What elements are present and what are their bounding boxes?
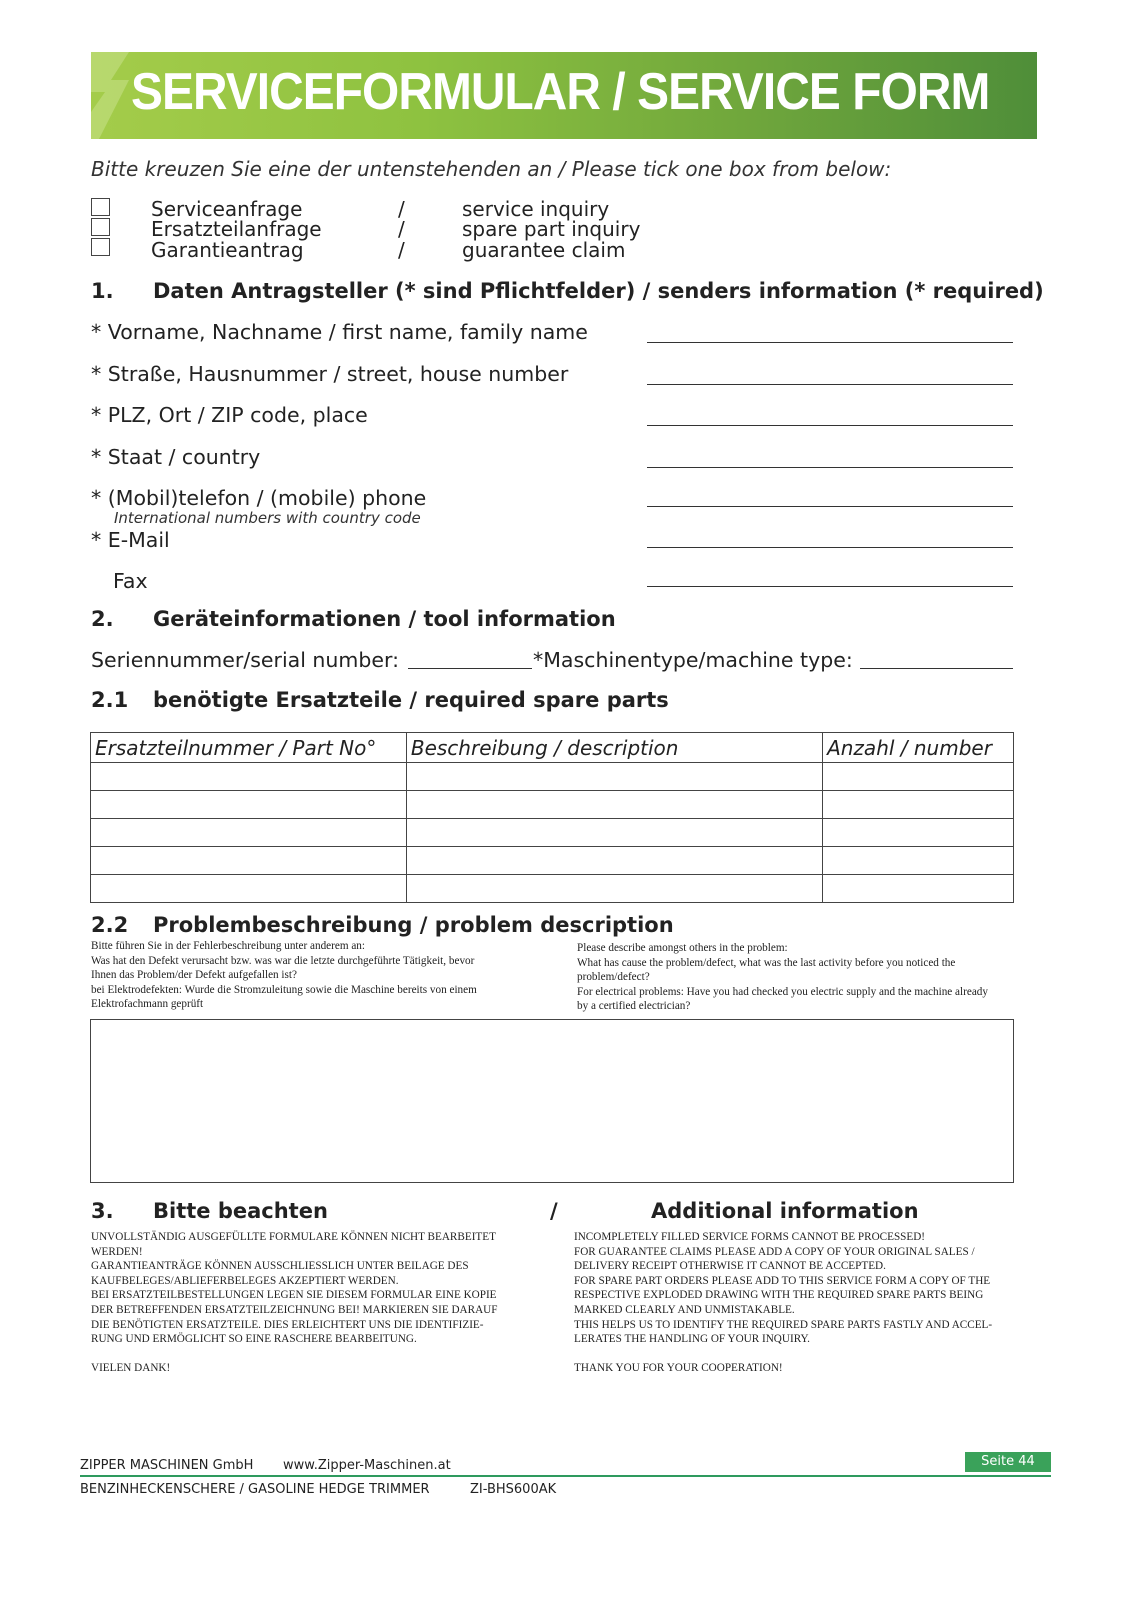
table-row	[91, 791, 1014, 819]
notes-de	[91, 1230, 551, 1376]
instruction-line: problem/defect?	[577, 971, 650, 984]
guarantee-claim-checkbox[interactable]	[91, 238, 110, 256]
table-row	[91, 819, 1014, 847]
email-input-line[interactable]	[647, 547, 1013, 548]
option-de-label: Ersatzteilanfrage	[151, 217, 322, 241]
note-line: RESPECTIVE EXPLODED DRAWING WITH THE REQUIRED SPARE PARTS BEING	[574, 1289, 984, 1302]
footer-website-link[interactable]: www.Zipper-Maschinen.at	[283, 1458, 451, 1473]
email-label: * E-Mail	[91, 528, 170, 552]
instruction-line: Was hat den Defekt verursacht bzw. was war die letzte durchgeführte Tätigkeit, bevor	[91, 954, 475, 967]
footer-product: BENZINHECKENSCHERE / GASOLINE HEDGE TRIMMER	[80, 1482, 430, 1497]
notes-en	[574, 1230, 1024, 1376]
section-2-2-title: Problembeschreibung / problem description	[153, 913, 674, 937]
section-3-separator: /	[550, 1199, 558, 1223]
column-header: Anzahl / number	[823, 733, 1014, 763]
instruction-line: Ihnen das Problem/der Defekt aufgefallen ist?	[91, 969, 297, 982]
section-1-number: 1.	[91, 279, 114, 303]
note-line: DER BETREFFENDEN ERSATZTEILZEICHNUNG BEI! MARKIEREN SIE DARAUF	[91, 1303, 498, 1316]
country-label: * Staat / country	[91, 445, 261, 469]
description-cell[interactable]	[406, 763, 822, 791]
part-number-cell[interactable]	[91, 791, 407, 819]
instruction-line: by a certified electrician?	[577, 1000, 691, 1013]
option-separator: /	[398, 217, 405, 241]
option-en-label: spare part inquiry	[462, 217, 641, 241]
instruction-line: Bitte führen Sie in der Fehlerbeschreibung unter anderem an:	[91, 940, 366, 952]
note-line: VIELEN DANK!	[91, 1362, 171, 1375]
fax-label: Fax	[113, 569, 148, 593]
section-2-1-title: benötigte Ersatzteile / required spare parts	[153, 688, 669, 712]
note-line: WERDEN!	[91, 1245, 143, 1258]
column-header: Ersatzteilnummer / Part No°	[91, 733, 407, 763]
note-line: KAUFBELEGES/ABLIEFERBELEGES AKZEPTIERT WERDEN.	[91, 1274, 399, 1287]
quantity-cell[interactable]	[823, 875, 1014, 903]
footer-model: ZI-BHS600AK	[470, 1482, 557, 1497]
street-label: * Straße, Hausnummer / street, house number	[91, 362, 569, 386]
note-line: THIS HELPS US TO IDENTIFY THE REQUIRED SPARE PARTS FASTLY AND ACCEL-	[574, 1318, 993, 1331]
instruction-line: For electrical problems: Have you had checked you electric supply and the machine already	[577, 985, 988, 998]
note-line: LERATES THE HANDLING OF YOUR INQUIRY.	[574, 1333, 810, 1346]
option-en-label: service inquiry	[462, 197, 610, 221]
note-line: FOR GUARANTEE CLAIMS PLEASE ADD A COPY OF YOUR ORIGINAL SALES /	[574, 1245, 975, 1258]
phone-input-line[interactable]	[647, 506, 1013, 507]
option-en-label: guarantee claim	[462, 238, 626, 262]
option-separator: /	[398, 197, 405, 221]
form-title: SERVICEFORMULAR / SERVICE FORM	[131, 63, 990, 121]
part-number-cell[interactable]	[91, 763, 407, 791]
name-label: * Vorname, Nachname / first name, family name	[91, 320, 588, 344]
note-line: GARANTIEANTRÄGE KÖNNEN AUSSCHLIESSLICH UNTER BEILAGE DES	[91, 1260, 469, 1273]
country-input-line[interactable]	[647, 467, 1013, 468]
section-2-title: Geräteinformationen / tool information	[153, 607, 616, 631]
note-line: DIE BENÖTIGTEN ERSATZTEILE. DIES ERLEICHTERT UNS DIE IDENTIFIZIE-	[91, 1318, 484, 1331]
header-banner	[91, 52, 1037, 139]
machine-type-label: *Maschinentype/machine type:	[533, 648, 853, 672]
spare-part-inquiry-checkbox[interactable]	[91, 218, 110, 236]
serial-number-input-line[interactable]	[408, 668, 532, 669]
zip-place-input-line[interactable]	[647, 425, 1013, 426]
note-line: RUNG UND ERMÖGLICHT SO EINE RASCHERE BEARBEITUNG.	[91, 1333, 417, 1346]
note-line: FOR SPARE PART ORDERS PLEASE ADD TO THIS SERVICE FORM A COPY OF THE	[574, 1274, 991, 1287]
problem-description-box[interactable]	[90, 1019, 1014, 1183]
service-inquiry-checkbox[interactable]	[91, 198, 110, 216]
quantity-cell[interactable]	[823, 763, 1014, 791]
instruction-line: Please describe amongst others in the problem:	[577, 942, 788, 954]
machine-type-input-line[interactable]	[860, 668, 1013, 669]
option-de-label: Serviceanfrage	[151, 197, 303, 221]
zip-place-label: * PLZ, Ort / ZIP code, place	[91, 403, 368, 427]
page-number-badge: Seite 44	[965, 1452, 1051, 1472]
part-number-cell[interactable]	[91, 847, 407, 875]
table-row	[91, 763, 1014, 791]
section-2-1-number: 2.1	[91, 688, 129, 712]
section-3-number: 3.	[91, 1199, 114, 1223]
section-2-2-number: 2.2	[91, 913, 129, 937]
quantity-cell[interactable]	[823, 819, 1014, 847]
problem-instructions-en	[577, 941, 1025, 1014]
description-cell[interactable]	[406, 791, 822, 819]
section-2-number: 2.	[91, 607, 114, 631]
note-line: DELIVERY RECEIPT OTHERWISE IT CANNOT BE ACCEPTED.	[574, 1260, 886, 1273]
part-number-cell[interactable]	[91, 875, 407, 903]
spare-parts-table	[90, 732, 1014, 903]
zipper-logo-icon	[91, 52, 129, 139]
problem-instructions-de	[91, 939, 551, 1012]
note-line: INCOMPLETELY FILLED SERVICE FORMS CANNOT BE PROCESSED!	[574, 1231, 926, 1243]
option-de-label: Garantieantrag	[151, 238, 304, 262]
instruction-text: Bitte kreuzen Sie eine der untenstehenden an / Please tick one box from below:	[91, 157, 892, 181]
note-line	[574, 1347, 1024, 1362]
description-cell[interactable]	[406, 847, 822, 875]
note-line	[91, 1347, 551, 1362]
footer-company: ZIPPER MASCHINEN GmbH	[80, 1458, 254, 1473]
column-header: Beschreibung / description	[406, 733, 822, 763]
instruction-line: Elektrofachmann geprüft	[91, 998, 204, 1011]
instruction-line: bei Elektrodefekten: Wurde die Stromzuleitung sowie die Maschine bereits von einem	[91, 983, 477, 996]
quantity-cell[interactable]	[823, 791, 1014, 819]
table-row	[91, 847, 1014, 875]
description-cell[interactable]	[406, 819, 822, 847]
name-input-line[interactable]	[647, 342, 1013, 343]
description-cell[interactable]	[406, 875, 822, 903]
note-line: THANK YOU FOR YOUR COOPERATION!	[574, 1362, 783, 1375]
table-row	[91, 875, 1014, 903]
table-header-row	[91, 733, 1014, 763]
part-number-cell[interactable]	[91, 819, 407, 847]
section-3-title-en: Additional information	[651, 1199, 919, 1223]
fax-input-line[interactable]	[647, 586, 1013, 587]
option-separator: /	[398, 238, 405, 262]
quantity-cell[interactable]	[823, 847, 1014, 875]
instruction-line: What has cause the problem/defect, what was the last activity before you noticed the	[577, 956, 956, 969]
section-3-title-de: Bitte beachten	[153, 1199, 328, 1223]
note-line: UNVOLLSTÄNDIG AUSGEFÜLLTE FORMULARE KÖNNEN NICHT BEARBEITET	[91, 1231, 496, 1243]
section-1-title: Daten Antragsteller (* sind Pflichtfelder) / senders information (* required)	[153, 279, 1044, 303]
footer-divider	[80, 1475, 1051, 1477]
note-line: BEI ERSATZTEILBESTELLUNGEN LEGEN SIE DIESEM FORMULAR EINE KOPIE	[91, 1289, 497, 1302]
note-line: MARKED CLEARLY AND UNMISTAKABLE.	[574, 1303, 795, 1316]
phone-hint: International numbers with country code	[114, 509, 421, 527]
street-input-line[interactable]	[647, 384, 1013, 385]
serial-number-label: Seriennummer/serial number:	[91, 648, 399, 672]
phone-label: * (Mobil)telefon / (mobile) phone	[91, 486, 427, 510]
